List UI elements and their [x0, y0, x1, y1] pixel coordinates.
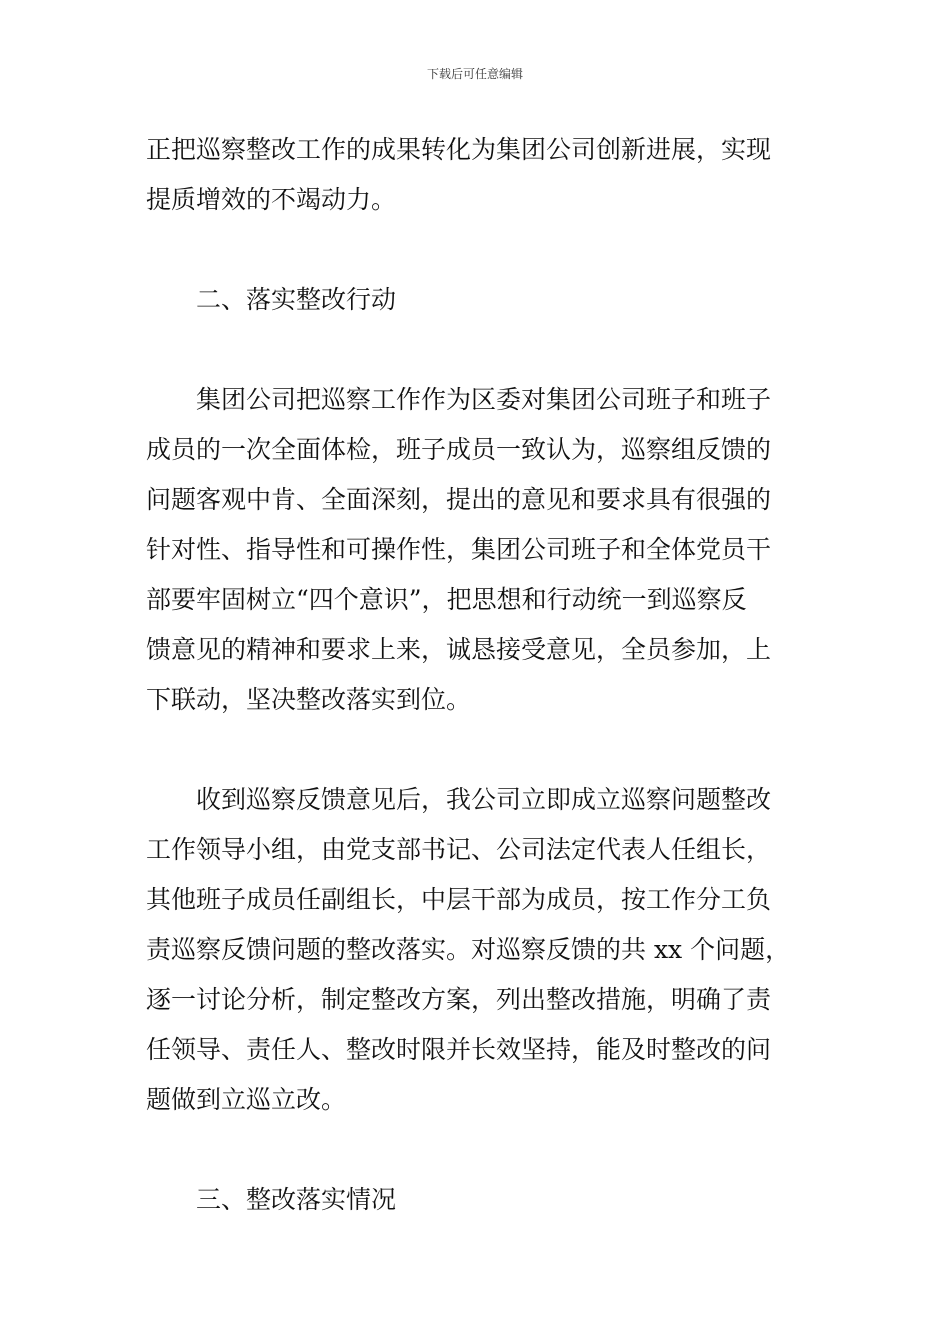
text-line: 其他班子成员任副组长，中层干部为成员，按工作分工负	[146, 885, 772, 914]
section-heading	[146, 275, 811, 325]
paragraph-gap	[146, 325, 811, 375]
text-line: 下联动，坚决整改落实到位。	[146, 685, 472, 714]
text-line: 针对性、指导性和可操作性，集团公司班子和全体党员干	[146, 535, 772, 564]
document-body	[146, 125, 811, 1225]
text-line: 问题客观中肯、全面深刻，提出的意见和要求具有很强的	[146, 485, 772, 514]
paragraph-gap	[146, 225, 811, 275]
section-heading	[146, 1175, 811, 1225]
text-line: 责巡察反馈问题的整改落实。对巡察反馈的共 xx 个问题，	[146, 935, 791, 964]
text-line: 收到巡察反馈意见后，我公司立即成立巡察问题整改	[196, 785, 772, 814]
page-header: 下载后可任意编辑	[426, 67, 523, 81]
text-line: 任领导、责任人、整改时限并长效坚持，能及时整改的问	[146, 1035, 772, 1064]
text-line: 题做到立巡立改。	[146, 1085, 347, 1114]
paragraph-gap	[146, 1125, 811, 1175]
text-line: 提质增效的不竭动力。	[146, 185, 397, 214]
text-line: 集团公司把巡察工作作为区委对集团公司班子和班子	[196, 385, 772, 414]
text-line: 成员的一次全面体检，班子成员一致认为，巡察组反馈的	[146, 435, 772, 464]
text-line: 三、整改落实情况	[196, 1185, 397, 1214]
text-line: 二、落实整改行动	[196, 285, 397, 314]
paragraph	[146, 375, 811, 725]
text-line: 工作领导小组，由党支部书记、公司法定代表人任组长，	[146, 835, 772, 864]
text-line: 馈意见的精神和要求上来，诚恳接受意见，全员参加，上	[146, 635, 772, 664]
paragraph	[146, 775, 811, 1125]
paragraph	[146, 125, 811, 225]
text-line: 逐一讨论分析，制定整改方案，列出整改措施，明确了责	[146, 985, 772, 1014]
text-line: 部要牢固树立“四个意识”，把思想和行动统一到巡察反	[146, 585, 747, 614]
paragraph-gap	[146, 725, 811, 775]
text-line: 正把巡察整改工作的成果转化为集团公司创新进展，实现	[146, 135, 772, 164]
